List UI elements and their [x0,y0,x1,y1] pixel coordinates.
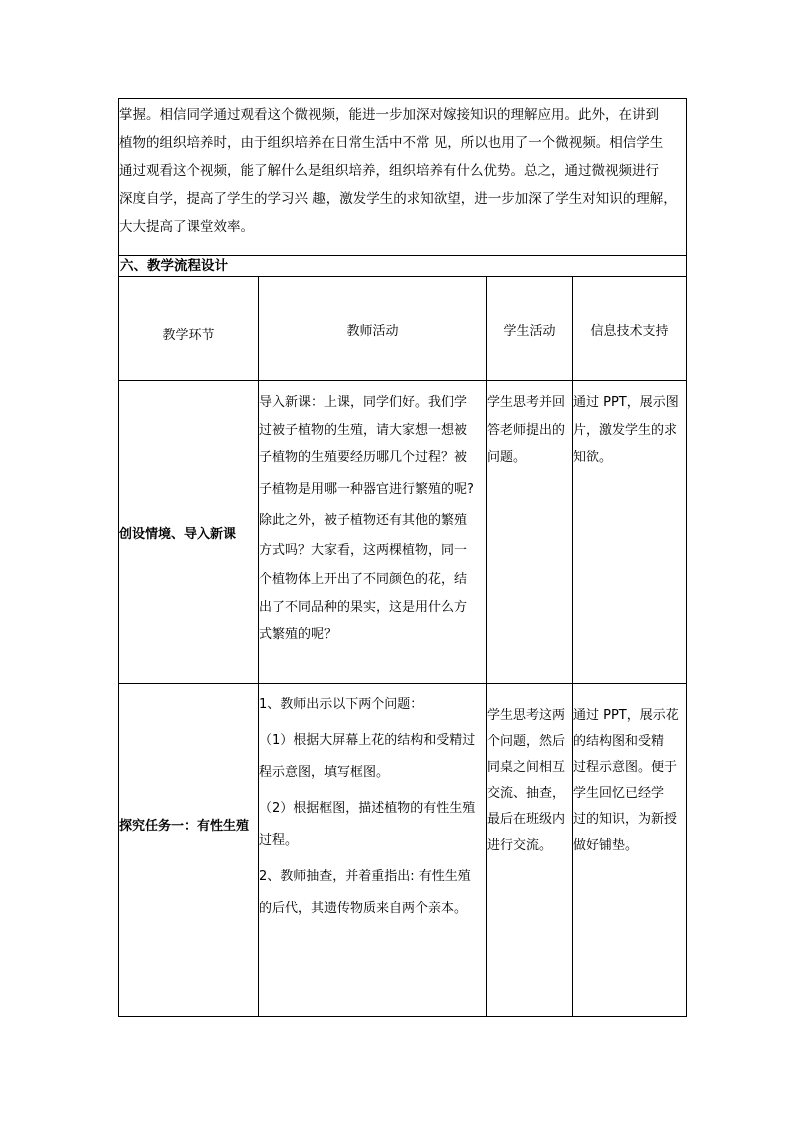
row1-teacher-activity [259,389,485,649]
student-line: 同桌之间相互 [487,760,566,775]
row1-student-activity [487,389,572,472]
teacher-line: 子植物是用哪一种器官进行繁殖的呢? [259,481,474,497]
student-line: 学生思考这两 [487,708,566,723]
tech-line: 知欲。 [573,450,613,465]
tech-line: 的结构图和受精 [573,734,665,749]
header-stage: 教学环节 [162,328,215,343]
intro-line: 深度自学，提高了学生的学习兴 趣，激发学生的求知欲望，进一步加深了学生对知识的理解， [119,191,677,207]
student-line: 最后在班级内 [487,812,566,827]
tech-line: 做好铺垫。 [573,838,639,853]
intro-line: 大大提高了课堂效率。 [119,219,254,235]
tech-line: 学生回忆已经学 [573,786,665,801]
intro-paragraph [119,101,687,241]
row2-tech-support [573,703,686,859]
row2-student-activity [487,703,572,859]
table-row-divider [118,683,687,684]
tech-line: 过的知识，为新授 [573,812,678,827]
section-title: 六、教学流程设计 [120,258,228,274]
tech-line: 通过 PPT，展示图 [573,395,679,410]
teacher-line: 除此之外，被子植物还有其他的繁殖 [259,513,468,528]
student-line: 学生思考并回 [487,395,566,410]
header-student: 学生活动 [503,324,556,339]
teacher-line: 过被子植物的生殖，请大家想一想被 [259,422,468,438]
table-col-divider [486,276,487,1017]
row2-teacher-activity [259,692,485,922]
teacher-line: 导入新课：上课，同学们好。我们学 [259,395,468,410]
student-line: 进行交流。 [487,838,553,853]
teacher-line: 过程。 [259,833,299,848]
teacher-line: （1）根据大屏幕上花的结构和受精过 [259,733,476,748]
intro-line: 掌握。相信同学通过观看这个微视频，能进一步加深对嫁接知识的理解应用。此外，在讲到 [119,107,659,123]
teacher-line: 个植物体上开出了不同颜色的花，结 [259,572,468,587]
teacher-line: 方式吗？大家看，这两棵植物，同一 [259,542,468,558]
table-row-divider [118,380,687,381]
row2-stage: 探究任务一：有性生殖 [119,819,250,834]
teacher-line: 子植物的生殖要经历哪几个过程？被 [259,450,468,465]
teacher-line: 出了不同品种的果实，这是用什么方 [259,599,468,615]
intro-line: 植物的组织培养时，由于组织培养在日常生活中不常 见，所以也用了一个微视频。相信学生 [119,135,664,151]
student-line: 个问题，然后 [487,734,566,749]
tech-line: 片，激发学生的求 [573,422,678,438]
header-tech: 信息技术支持 [590,324,669,339]
header-teacher: 教师活动 [346,324,399,339]
student-line: 答老师提出的 [487,422,566,438]
table-col-divider [572,276,573,1017]
student-line: 问题。 [487,450,527,465]
tech-line: 通过 PPT，展示花 [573,708,679,723]
teacher-line: 2、教师抽查，并着重指出: 有性生殖 [259,869,471,884]
teacher-line: 1、教师出示以下两个问题： [259,697,424,712]
intro-line: 通过观看这个视频，能了解什么是组织培养，组织培养有什么优势。总之，通过微视频进行 [119,163,659,179]
student-line: 交流、抽查， [487,786,566,801]
teacher-line: 式繁殖的呢？ [259,627,338,642]
row1-stage: 创设情境、导入新课 [119,527,237,542]
teacher-line: 的后代，其遗传物质来自两个亲本。 [259,901,468,916]
teacher-line: （2）根据框图，描述植物的有性生殖 [259,801,476,816]
tech-line: 过程示意图。便于 [573,760,678,775]
teacher-line: 程示意图，填写框图。 [259,765,390,780]
row1-tech-support [573,389,686,472]
